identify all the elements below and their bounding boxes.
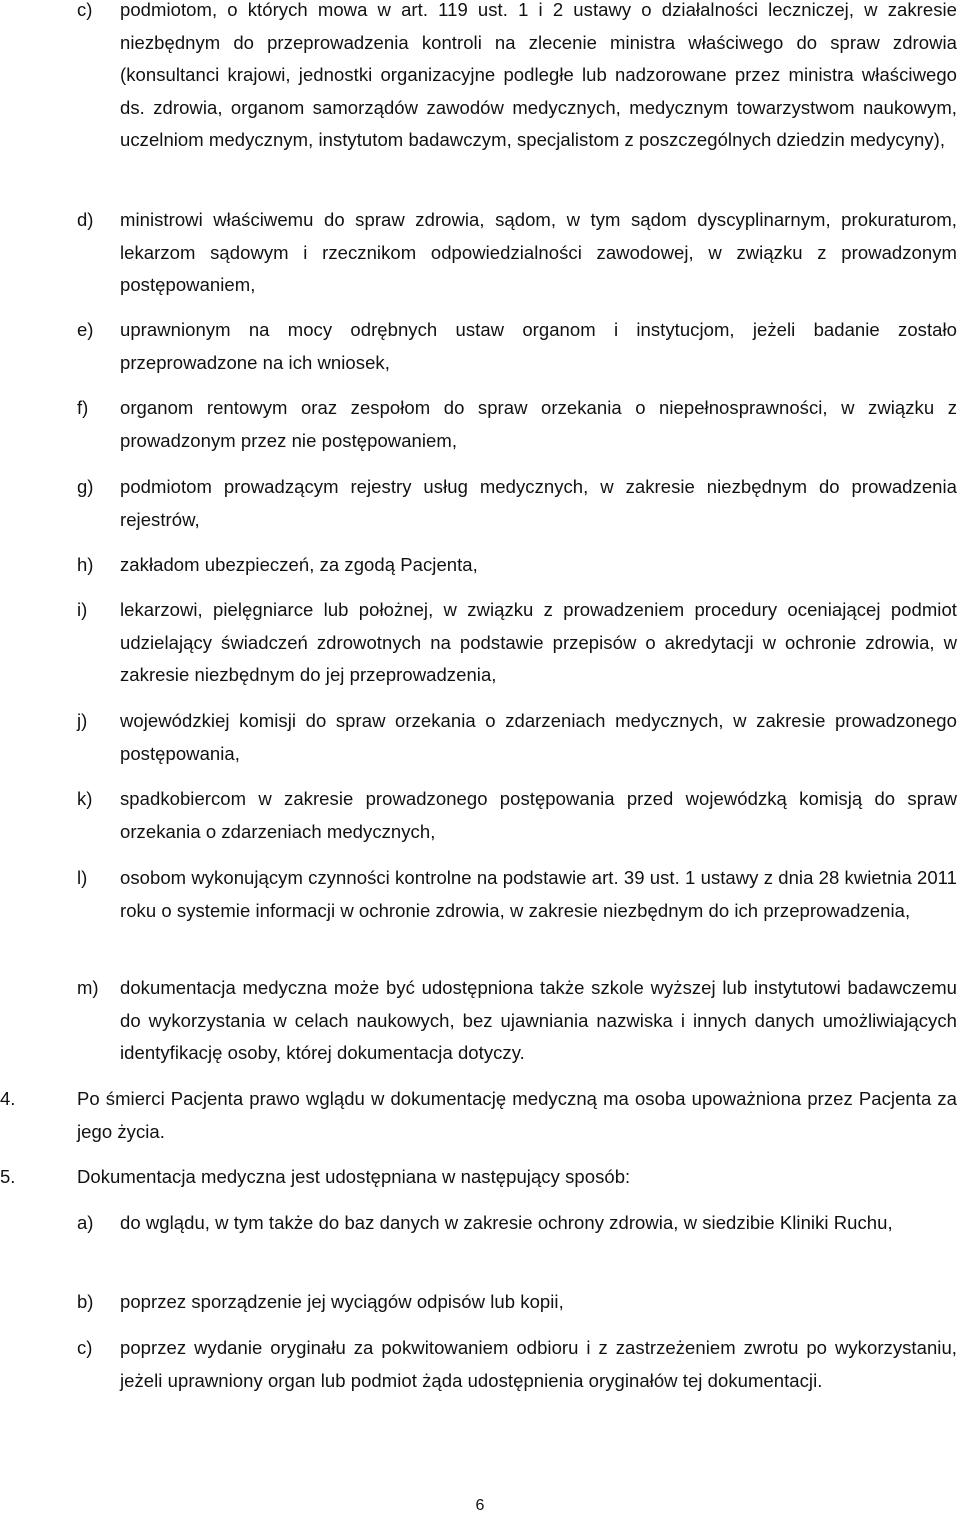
list-item-label: e) xyxy=(77,319,94,340)
list-item-text: spadkobiercom w zakresie prowadzonego postępowania przed wojewódzką komisją do spraw orzekania o zdarzeniach medycznych, xyxy=(120,788,957,842)
list-item-label: l) xyxy=(77,867,88,888)
list-item-text: uprawnionym na mocy odrębnych ustaw organom i instytucjom, jeżeli badanie zostało przeprowadzone na ich wniosek, xyxy=(120,319,957,373)
list-item-label: h) xyxy=(77,554,94,575)
list-item-text: dokumentacja medyczna może być udostępniona także szkole wyższej lub instytutowi badawczemu do wykorzystania w celach naukowych, bez ujawniania nazwiska i innych danych umożliwiających identyfikację osoby, której dokumentacja dotyczy. xyxy=(120,977,957,1063)
list-item-label: k) xyxy=(77,788,93,809)
list-item-text: podmiotom prowadzącym rejestry usług medycznych, w zakresie niezbędnym do prowadzenia rejestrów, xyxy=(120,476,957,530)
list-item-text: osobom wykonującym czynności kontrolne na podstawie art. 39 ust. 1 ustawy z dnia 28 kwietnia 2011 roku o systemie informacji w ochronie zdrowia, w zakresie niezbędnym do ich przeprowadzenia, xyxy=(120,867,957,921)
list-item-text: organom rentowym oraz zespołom do spraw orzekania o niepełnosprawności, w związku z prowadzonym przez nie postępowaniem, xyxy=(120,397,957,451)
list-item-label: m) xyxy=(77,977,99,998)
list-item-label: f) xyxy=(77,397,89,418)
list-item-text: ministrowi właściwemu do spraw zdrowia, sądom, w tym sądom dyscyplinarnym, prokuraturom, lekarzom sądowym i rzecznikom odpowiedzialności zawodowej, w związku z prowadzonym postępowaniem, xyxy=(120,209,957,295)
list-item-text: do wglądu, w tym także do baz danych w zakresie ochrony zdrowia, w siedzibie Kliniki Ruchu, xyxy=(120,1212,893,1233)
list-item-text: wojewódzkiej komisji do spraw orzekania o zdarzeniach medycznych, w zakresie prowadzonego postępowania, xyxy=(120,710,957,764)
list-item-text: zakładom ubezpieczeń, za zgodą Pacjenta, xyxy=(120,554,478,575)
paragraph-number: 4. xyxy=(0,1088,16,1109)
list-item-label: a) xyxy=(77,1212,94,1233)
list-item-label: j) xyxy=(77,710,88,731)
list-item-label: i) xyxy=(77,599,88,620)
list-item-text: lekarzowi, pielęgniarce lub położnej, w związku z prowadzeniem procedury oceniającej podmiot udzielający świadczeń zdrowotnych na podstawie przepisów o akredytacji w ochronie zdrowia, w zakresie niezbędnym do jej przeprowadzenia, xyxy=(120,599,957,685)
list-item-label: d) xyxy=(77,209,94,230)
list-item-text: poprzez sporządzenie jej wyciągów odpisów lub kopii, xyxy=(120,1291,564,1312)
page-number: 6 xyxy=(475,1497,485,1514)
list-item-label: g) xyxy=(77,476,94,497)
paragraph-text: Po śmierci Pacjenta prawo wglądu w dokumentację medyczną ma osoba upoważniona przez Pacjenta za jego życia. xyxy=(77,1088,957,1142)
list-item-text: podmiotom, o których mowa w art. 119 ust. 1 i 2 ustawy o działalności leczniczej, w zakresie niezbędnym do przeprowadzenia kontroli na zlecenie ministra właściwego do spraw zdrowia (konsultanci krajowi, jednostki organizacyjne podległe lub nadzorowane przez ministra właściwego ds. zdrowia, organom samorządów zawodów medycznych, medycznym towarzystwom naukowym, uczelniom medycznym, instytutom badawczym, specjalistom z poszczególnych dziedzin medycyny), xyxy=(120,0,957,150)
list-item-label: b) xyxy=(77,1291,94,1312)
list-item-text: poprzez wydanie oryginału za pokwitowaniem odbioru i z zastrzeżeniem zwrotu po wykorzystaniu, jeżeli uprawniony organ lub podmiot żąda udostępnienia oryginałów tej dokumentacji. xyxy=(120,1337,957,1391)
list-item-label: c) xyxy=(77,1337,93,1358)
list-item-label: c) xyxy=(77,0,93,20)
paragraph-text: Dokumentacja medyczna jest udostępniana w następujący sposób: xyxy=(77,1166,631,1187)
paragraph-number: 5. xyxy=(0,1166,16,1187)
